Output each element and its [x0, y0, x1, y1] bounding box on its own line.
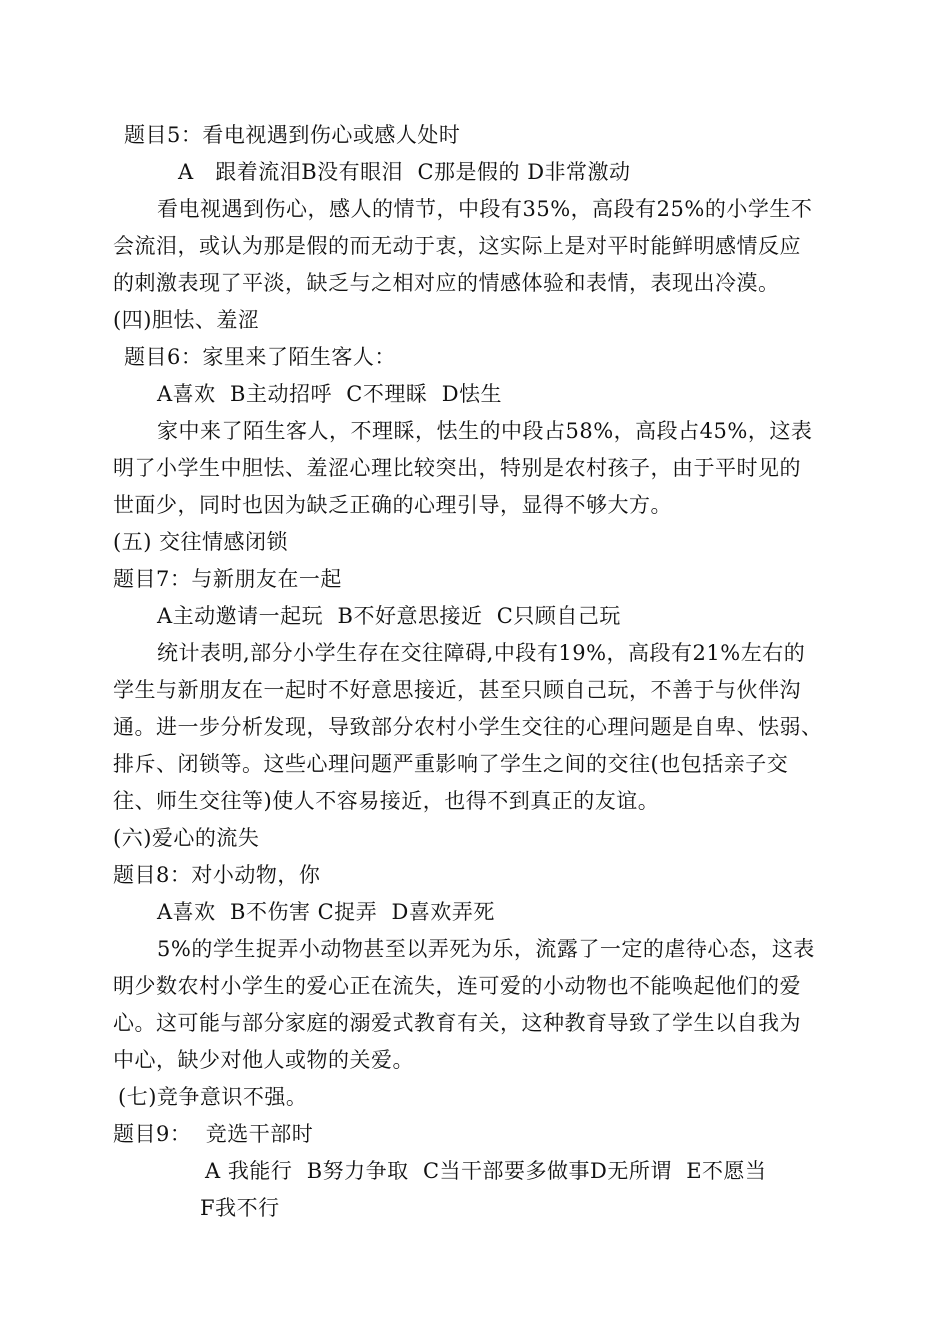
paragraph-line: 中心，缺少对他人或物的关爱。 [113, 1048, 414, 1072]
paragraph-line: 世面少，同时也因为缺乏正确的心理引导，显得不够大方。 [113, 493, 672, 517]
question-9-title: 题目9： 竞选干部时 [113, 1122, 314, 1146]
paragraph-line: 学生与新朋友在一起时不好意思接近，甚至只顾自己玩，不善于与伙伴沟 [113, 678, 801, 702]
question-5-options: A 跟着流泪B没有眼泪 C那是假的 D非常激动 [178, 160, 631, 184]
paragraph-line: 往、师生交往等)使人不容易接近，也得不到真正的友谊。 [113, 789, 660, 813]
paragraph-line: 的刺激表现了平淡，缺乏与之相对应的情感体验和表情，表现出冷漠。 [113, 271, 780, 295]
section-heading-7: (七)竞争意识不强。 [118, 1085, 308, 1109]
question-8-options: A喜欢 B不伤害 C捉弄 D喜欢弄死 [157, 900, 495, 924]
paragraph-line: 统计表明,部分小学生存在交往障碍,中段有19%，高段有21%左右的 [157, 641, 806, 665]
section-heading-5: (五) 交往情感闭锁 [113, 530, 289, 554]
paragraph-line: 家中来了陌生客人，不理睬，怯生的中段占58%，高段占45%，这表 [157, 419, 813, 443]
question-8-title: 题目8：对小动物，你 [113, 863, 321, 887]
question-9-options: A 我能行 B努力争取 C当干部要多做事D无所谓 E不愿当 [205, 1159, 767, 1183]
paragraph-line: 通。进一步分析发现，导致部分农村小学生交往的心理问题是自卑、怯弱、 [113, 715, 823, 739]
paragraph-line: 5%的学生捉弄小动物甚至以弄死为乐，流露了一定的虐待心态，这表 [157, 937, 815, 961]
section-heading-4: (四)胆怯、羞涩 [113, 308, 260, 332]
question-7-options: A主动邀请一起玩 B不好意思接近 C只顾自己玩 [157, 604, 621, 628]
paragraph-line: 排斥、闭锁等。这些心理问题严重影响了学生之间的交往(也包括亲子交 [113, 752, 789, 776]
paragraph-line: 明少数农村小学生的爱心正在流失，连可爱的小动物也不能唤起他们的爱 [113, 974, 801, 998]
paragraph-line: 看电视遇到伤心，感人的情节，中段有35%，高段有25%的小学生不 [157, 197, 813, 221]
question-5-title: 题目5：看电视遇到伤心或感人处时 [124, 123, 461, 147]
section-heading-6: (六)爱心的流失 [113, 826, 260, 850]
paragraph-line: 明了小学生中胆怯、羞涩心理比较突出，特别是农村孩子，由于平时见的 [113, 456, 801, 480]
question-6-title: 题目6：家里来了陌生客人： [124, 345, 396, 369]
question-6-options: A喜欢 B主动招呼 C不理睬 D怯生 [157, 382, 503, 406]
paragraph-line: 心。这可能与部分家庭的溺爱式教育有关，这种教育导致了学生以自我为 [113, 1011, 801, 1035]
paragraph-line: 会流泪，或认为那是假的而无动于衷，这实际上是对平时能鲜明感情反应 [113, 234, 801, 258]
question-9-options-continued: F我不行 [200, 1196, 280, 1220]
question-7-title: 题目7：与新朋友在一起 [113, 567, 342, 591]
